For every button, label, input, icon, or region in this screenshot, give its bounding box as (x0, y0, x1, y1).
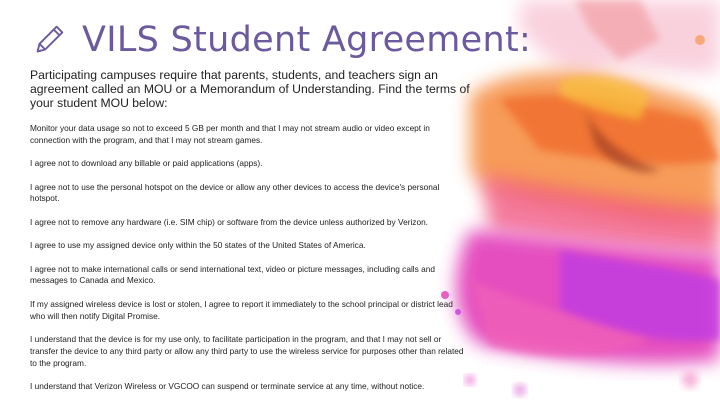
page-title: VILS Student Agreement: (82, 20, 532, 60)
agreement-term: I agree not to make international calls or send international text, video or picture messages, including calls and messages to Canada and Mexico. (30, 263, 435, 286)
agreement-term: I agree to use my assigned device only within the 50 states of the United States of America. (30, 240, 366, 251)
agreement-term: I understand that the device is for my use only, to facilitate participation in the program, and that I may not sell or transfer the device to any third party or allow any third party to use the wireless service for purposes other than related to the program. (30, 333, 464, 368)
agreement-term: Monitor your data usage so not to exceed 5 GB per month and that I may not stream audio or video except in connection with the program, and that I may not stream games. (30, 123, 430, 145)
pencil-icon (30, 21, 68, 59)
agreement-term: I agree not to remove any hardware (i.e. SIM chip) or software from the device unless authorized by Verizon. (30, 216, 428, 227)
agreement-term: I agree not to download any billable or paid applications (apps). (30, 158, 263, 169)
agreement-term: If my assigned wireless device is lost or stolen, I agree to report it immediately to the school principal or district lead who will then notify Digital Promise. (30, 298, 453, 321)
title-row (30, 16, 531, 64)
agreement-term: I agree not to use the personal hotspot on the device or allow any other devices to access the device's personal hotspot. (30, 181, 440, 204)
agreement-terms-list (30, 123, 470, 404)
intro-paragraph: Participating campuses require that parents, students, and teachers sign an agreement called an MOU or a Memorandum of Understanding. Find the terms of your student MOU below: (30, 68, 470, 111)
agreement-term: I understand that Verizon Wireless or VGCOO can suspend or terminate service at any time, without notice. (30, 380, 425, 391)
